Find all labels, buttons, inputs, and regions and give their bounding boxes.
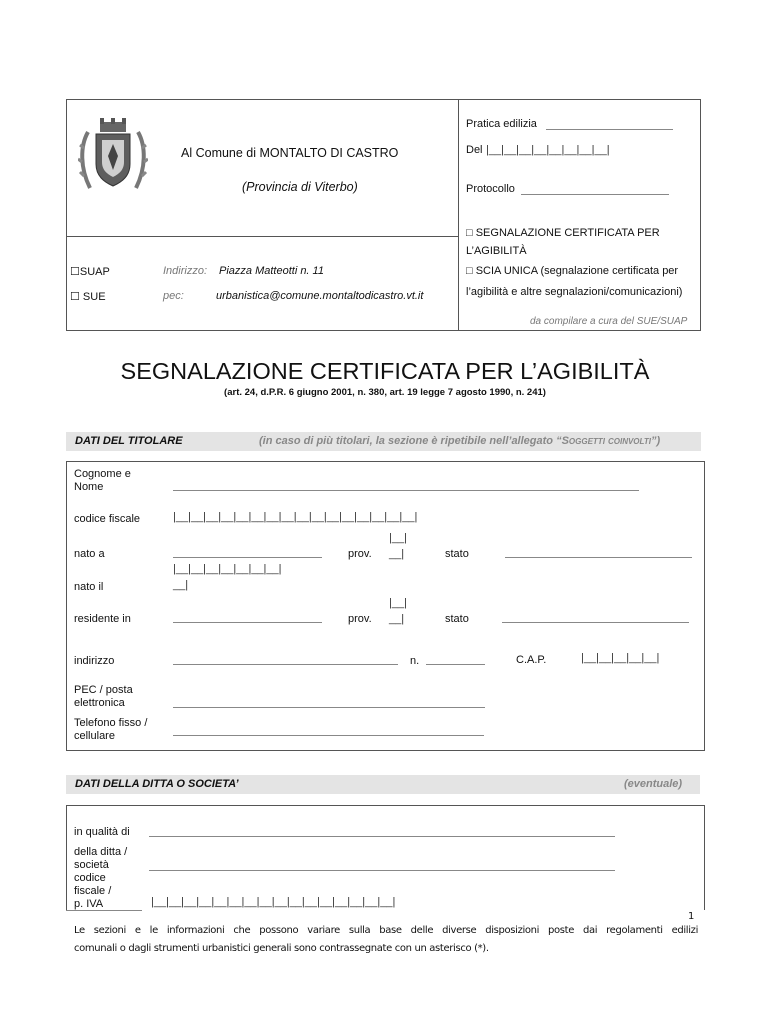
pec-value: urbanistica@comune.montaltodicastro.vt.it [216, 290, 424, 302]
stato-label: stato [445, 548, 469, 560]
compile-note: da compilare a cura del SUE/SUAP [530, 316, 688, 327]
main-title: SEGNALAZIONE CERTIFICATA PER L’AGIBILITÀ [120, 358, 650, 384]
nato-il-label: nato il [74, 581, 104, 593]
residente-label: residente in [74, 613, 131, 625]
cap-label: C.A.P. [516, 654, 547, 666]
ditta-cf-field[interactable]: |__|__|__|__|__|__|__|__|__|__|__|__|__|__|__|__| [151, 896, 396, 908]
stato-input-line[interactable] [505, 557, 692, 558]
cf-label: codice fiscale [74, 513, 141, 525]
tel-label-2: cellulare [74, 730, 115, 742]
prov-label: prov. [348, 548, 372, 560]
subtitle: (art. 24, d.P.R. 6 giugno 2001, n. 380, art. 19 legge 7 agosto 1990, n. 241) [224, 387, 546, 398]
titolare-section-title: DATI DEL TITOLARE [75, 435, 183, 447]
nato-a-input-line[interactable] [173, 557, 322, 558]
titolare-note-sc: Soggetti coinvolti [561, 435, 651, 447]
footer-note-line2: comunali o dagli strumenti urbanistici generali sono contrassegnate con un asterisco (*). [74, 943, 489, 954]
option-scia-unica-label-2: l’agibilità e altre segnalazioni/comunicazioni) [466, 286, 683, 298]
cognome-input-line[interactable] [173, 490, 639, 491]
cap-field[interactable]: |__|__|__|__|__| [581, 652, 660, 664]
ditta-cf-label-2: fiscale / [74, 885, 112, 897]
prov-field-top[interactable]: |__| [389, 532, 407, 544]
province-text: (Provincia di Viterbo) [242, 180, 358, 194]
qualita-label: in qualità di [74, 826, 130, 838]
pec-input-line[interactable] [173, 707, 485, 708]
option-scia-agibilita-label-2: L’AGIBILITÀ [466, 245, 527, 257]
ditta-section-note: (eventuale) [624, 778, 683, 790]
ditta-cf-label-1: codice [74, 872, 106, 884]
sue-checkbox[interactable]: ☐ SUE [70, 291, 106, 303]
indirizzo-label: indirizzo [74, 655, 115, 667]
tel-label-1: Telefono fisso / [74, 717, 148, 729]
nato-il-field-top[interactable]: |__|__|__|__|__|__|__| [173, 563, 282, 575]
nato-il-field-bottom[interactable]: __| [173, 579, 189, 591]
residente-input-line[interactable] [173, 622, 322, 623]
nato-a-label: nato a [74, 548, 105, 560]
coat-of-arms-emblem [78, 118, 148, 192]
header-left-divider [66, 236, 459, 237]
prov-field-bottom[interactable]: __| [389, 548, 405, 560]
prov2-field-bottom[interactable]: __| [389, 613, 405, 625]
option-scia-unica-label: SCIA UNICA (segnalazione certificata per [475, 265, 679, 277]
footer-note-line1: Le sezioni e le informazioni che possono variare sulla base delle diverse disposizioni poste dai regolamenti edilizi [74, 925, 698, 936]
prov2-label: prov. [348, 613, 372, 625]
ditta-cf-underline [66, 910, 142, 911]
ditta-frame [66, 805, 705, 910]
titolare-note-post: ”) [650, 435, 661, 447]
pec-label-1: PEC / posta [74, 684, 133, 696]
ditta-label-2: società [74, 859, 109, 871]
pratica-input-line[interactable] [546, 129, 673, 130]
protocollo-label: Protocollo [466, 183, 515, 195]
address-value: Piazza Matteotti n. 11 [219, 265, 324, 277]
indirizzo-input-line[interactable] [173, 664, 398, 665]
del-label: Del [466, 144, 483, 156]
option-scia-agibilita-label: SEGNALAZIONE CERTIFICATA PER [475, 227, 660, 239]
del-date-field[interactable]: |__|__|__|__|__|__|__|__| [486, 144, 610, 156]
prov2-field-top[interactable]: |__| [389, 597, 407, 609]
address-key: Indirizzo: [163, 265, 208, 277]
pec-key: pec: [163, 290, 184, 302]
option-scia-unica[interactable] [466, 265, 678, 277]
ditta-input-line[interactable] [149, 870, 615, 871]
protocollo-input-line[interactable] [521, 194, 669, 195]
pec-label-2: elettronica [74, 697, 125, 709]
numero-input-line[interactable] [426, 664, 485, 665]
header-divider [458, 99, 459, 331]
cf-field[interactable]: |__|__|__|__|__|__|__|__|__|__|__|__|__|__|__|__| [173, 511, 418, 523]
ditta-section-title: DATI DELLA DITTA O SOCIETA’ [75, 778, 239, 790]
suap-checkbox[interactable]: ☐SUAP [70, 266, 110, 278]
cognome-label-1: Cognome e [74, 468, 131, 480]
numero-label: n. [410, 655, 420, 667]
titolare-section-note [259, 435, 660, 447]
ditta-cf-label-3: p. IVA [74, 898, 104, 910]
checkbox-icon[interactable]: □ [466, 265, 473, 277]
ditta-label-1: della ditta / [74, 846, 128, 858]
page-number: 1 [688, 911, 695, 922]
tel-input-line[interactable] [173, 735, 484, 736]
pratica-label: Pratica edilizia [466, 118, 537, 130]
recipient-text: Al Comune di MONTALTO DI CASTRO [181, 146, 399, 160]
option-scia-agibilita[interactable] [466, 227, 660, 239]
stato2-label: stato [445, 613, 469, 625]
cognome-label-2: Nome [74, 481, 104, 493]
checkbox-icon[interactable]: □ [466, 227, 473, 239]
qualita-input-line[interactable] [149, 836, 615, 837]
titolare-note-pre: (in caso di più titolari, la sezione è ripetibile nell’allegato “ [259, 435, 562, 447]
stato2-input-line[interactable] [502, 622, 689, 623]
